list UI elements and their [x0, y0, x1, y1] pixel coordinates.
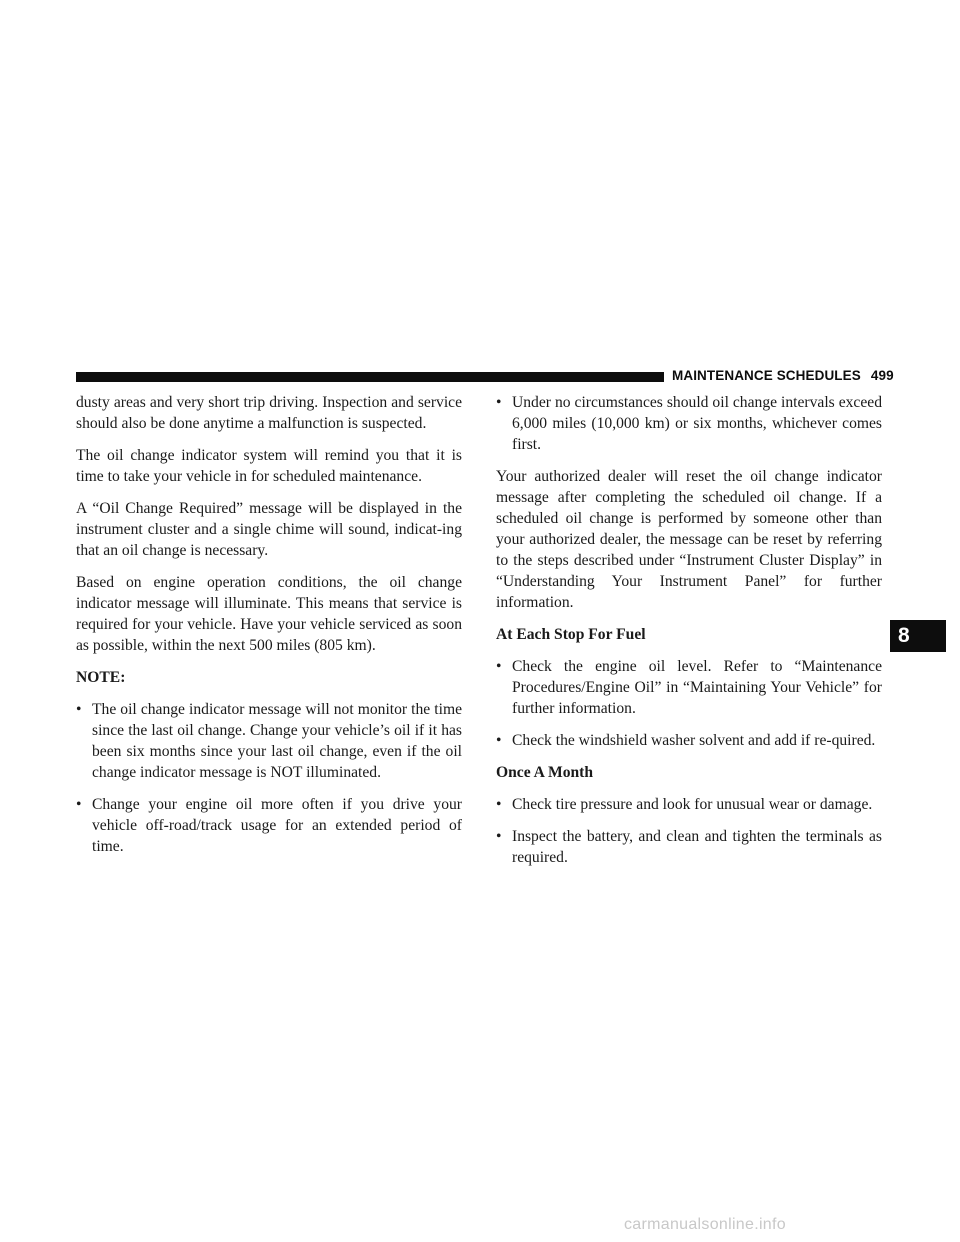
list-item-text: Inspect the battery, and clean and tighten the terminals as required.: [512, 828, 882, 866]
watermark: carmanualsonline.info: [624, 1216, 786, 1233]
bullet-icon: •: [76, 701, 82, 718]
header-rule: [76, 372, 664, 382]
page-number: 499: [870, 368, 894, 383]
bullet-icon: •: [496, 394, 502, 411]
subheading-month: Once A Month: [496, 764, 594, 781]
paragraph: Based on engine operation conditions, the oil change indicator message will illuminate. This means that service is required for your vehicle. Have your vehicle serviced as soon as possible, within the next 500 miles (805 km).: [76, 574, 462, 654]
section-title: MAINTENANCE SCHEDULES: [672, 368, 861, 383]
list-item-text: Check tire pressure and look for unusual wear or damage.: [512, 796, 873, 813]
bullet-icon: •: [496, 732, 502, 749]
list-item: [496, 794, 882, 815]
right-column: [496, 392, 882, 879]
bullet-icon: •: [496, 658, 502, 675]
chapter-tab: 8: [890, 620, 946, 652]
paragraph: dusty areas and very short trip driving. Inspection and service should also be done anytime a malfunction is suspected.: [76, 394, 462, 432]
paragraph: The oil change indicator system will remind you that it is time to take your vehicle in for scheduled maintenance.: [76, 447, 462, 485]
running-header: [672, 368, 894, 383]
note-label: NOTE:: [76, 669, 126, 686]
list-item: [496, 730, 882, 751]
bullet-icon: •: [496, 828, 502, 845]
list-item-text: Check the engine oil level. Refer to “Maintenance Procedures/Engine Oil” in “Maintaining Your Vehicle” for further information.: [512, 658, 882, 717]
list-item: [496, 392, 882, 455]
bullet-icon: •: [496, 796, 502, 813]
list-item-text: The oil change indicator message will not monitor the time since the last oil change. Change your vehicle’s oil if it has been six months since your last oil change, even if the oil change indicator message is NOT illuminated.: [92, 701, 462, 781]
list-item-text: Check the windshield washer solvent and add if re-quired.: [512, 732, 876, 749]
list-item: [76, 794, 462, 857]
list-item: [496, 656, 882, 719]
list-item-text: Under no circumstances should oil change intervals exceed 6,000 miles (10,000 km) or six months, whichever comes first.: [512, 394, 882, 453]
paragraph: Your authorized dealer will reset the oil change indicator message after completing the scheduled oil change. If a scheduled oil change is performed by someone other than your authorized dealer, the message can be reset by referring to the steps described under “Instrument Cluster Display” in “Understanding Your Instrument Panel” for further information.: [496, 468, 882, 611]
list-item-text: Change your engine oil more often if you drive your vehicle off-road/track usage for an extended period of time.: [92, 796, 462, 855]
left-column: [76, 392, 462, 868]
subheading-fuel: At Each Stop For Fuel: [496, 626, 646, 643]
bullet-icon: •: [76, 796, 82, 813]
list-item: [496, 826, 882, 868]
paragraph: A “Oil Change Required” message will be displayed in the instrument cluster and a single chime will sound, indicat-ing that an oil change is necessary.: [76, 500, 462, 559]
list-item: [76, 699, 462, 783]
